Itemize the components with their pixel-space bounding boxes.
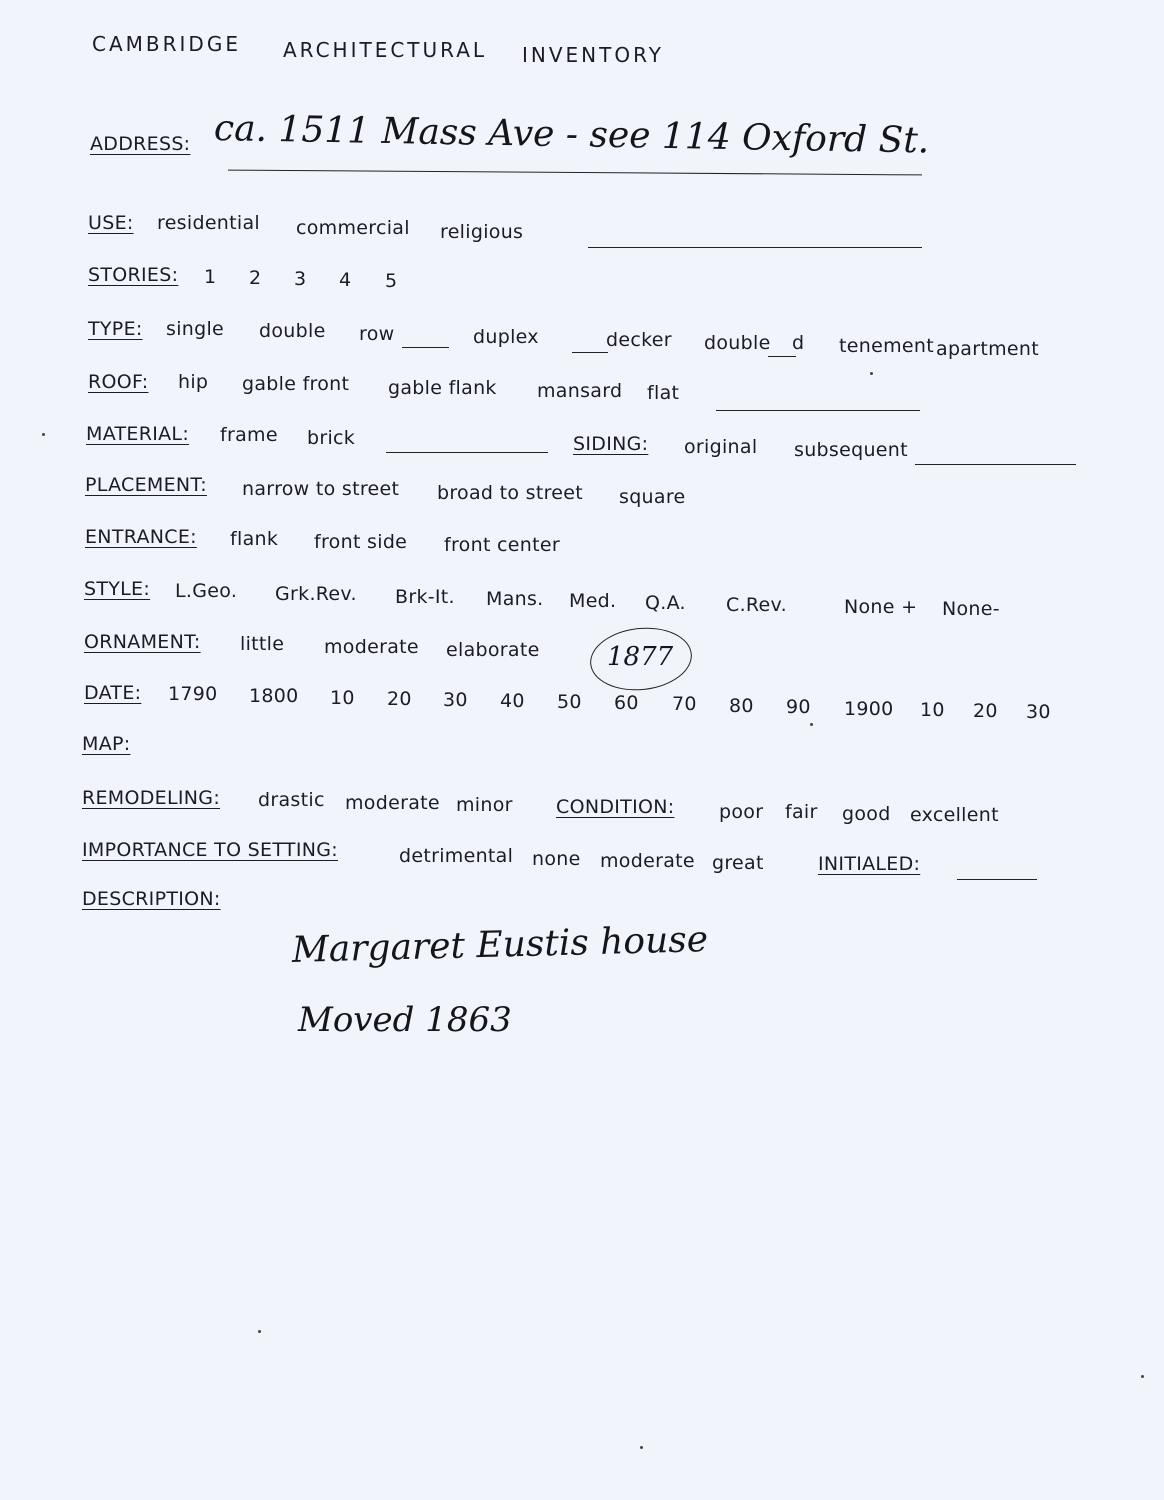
date-90: 90 [786,696,811,718]
siding-original: original [684,436,758,458]
material-label: MATERIAL: [86,423,190,445]
entrance-front-center: front center [444,534,560,556]
description-line-2: Moved 1863 [298,1000,512,1040]
use-other-line [588,247,922,248]
style-lgeo: L.Geo. [175,580,238,602]
date-20: 20 [387,688,412,710]
initialed-line [957,879,1037,880]
ornament-label: ORNAMENT: [84,631,201,653]
condition-fair: fair [785,801,818,823]
date-1910: 10 [920,699,945,721]
description-line-1: Margaret Eustis house [291,919,709,971]
type-row-line [402,347,449,348]
roof-hip: hip [178,371,209,393]
remodeling-moderate: moderate [345,792,440,814]
entrance-flank: flank [230,528,279,550]
date-label: DATE: [84,682,142,704]
ornament-elaborate: elaborate [446,639,540,661]
address-line [228,170,922,176]
placement-square: square [619,486,686,508]
stories-2: 2 [249,267,262,289]
type-decker-line [572,352,608,353]
address-label: ADDRESS: [90,133,191,155]
style-none-plus: None + [844,596,918,618]
ornament-moderate: moderate [324,636,419,658]
date-80: 80 [729,695,754,717]
type-label: TYPE: [88,318,143,340]
type-double-d: double [704,332,771,354]
date-50: 50 [557,691,582,713]
remodeling-minor: minor [456,794,513,816]
placement-narrow: narrow to street [242,478,400,500]
scan-speck [258,1330,261,1333]
entrance-front-side: front side [314,531,408,553]
use-religious: religious [440,221,524,243]
type-duplex: duplex [473,326,539,348]
scan-speck [42,433,45,436]
type-row: row [359,323,395,345]
type-decker: decker [606,329,672,351]
importance-detrimental: detrimental [399,845,514,867]
style-grkrev: Grk.Rev. [275,583,357,605]
material-other-line [386,452,548,453]
type-double-d-line [768,356,796,357]
remodeling-label: REMODELING: [82,787,221,809]
condition-poor: poor [719,801,764,823]
form-title-cambridge: CAMBRIDGE [92,32,241,56]
material-frame: frame [220,424,278,446]
scan-speck [1141,1375,1144,1378]
style-none-minus: None- [942,598,1000,620]
placement-broad: broad to street [437,482,584,504]
entrance-label: ENTRANCE: [85,526,197,548]
form-title-architectural: ARCHITECTURAL [283,38,488,62]
date-70: 70 [672,693,697,715]
initialed-label: INITIALED: [818,853,921,875]
roof-label: ROOF: [88,371,149,393]
stories-4: 4 [339,269,352,291]
date-handwritten: 1877 [607,642,674,672]
condition-label: CONDITION: [556,796,675,818]
placement-label: PLACEMENT: [85,474,207,496]
address-value: ca. 1511 Mass Ave - see 114 Oxford St. [213,108,930,162]
siding-other-line [915,464,1076,465]
material-brick: brick [307,427,356,449]
roof-other-line [716,410,920,411]
type-apartment: apartment [936,338,1039,360]
scan-speck [640,1446,643,1449]
use-label: USE: [88,212,134,234]
importance-great: great [712,852,764,874]
date-40: 40 [500,690,525,712]
date-60: 60 [614,692,639,714]
date-1920: 20 [973,700,998,722]
siding-label: SIDING: [573,433,649,455]
date-1790: 1790 [168,683,218,705]
style-label: STYLE: [84,578,151,600]
stories-5: 5 [385,270,398,292]
roof-mansard: mansard [537,380,623,402]
roof-gable-flank: gable flank [388,377,497,399]
style-brkit: Brk-It. [395,586,455,608]
siding-subsequent: subsequent [794,439,908,461]
scan-speck [870,372,873,375]
style-med: Med. [569,590,617,612]
style-crev: C.Rev. [726,594,787,616]
importance-label: IMPORTANCE TO SETTING: [82,839,338,861]
ornament-little: little [240,633,285,655]
form-title-inventory: INVENTORY [522,43,664,67]
date-30: 30 [443,689,468,711]
importance-none: none [532,848,581,870]
map-label: MAP: [82,733,131,755]
use-residential: residential [157,212,261,234]
type-tenement: tenement [839,335,934,357]
condition-good: good [842,803,891,825]
date-1930: 30 [1026,701,1051,723]
importance-moderate: moderate [600,850,695,872]
use-commercial: commercial [296,217,410,239]
type-double: double [259,320,326,342]
description-label: DESCRIPTION: [82,888,221,910]
scan-speck [810,723,813,726]
style-mans: Mans. [486,588,544,610]
remodeling-drastic: drastic [258,789,325,811]
stories-3: 3 [294,268,307,290]
roof-flat: flat [647,382,680,404]
style-qa: Q.A. [645,592,686,614]
type-d-suffix: d [792,332,805,354]
type-single: single [166,318,225,340]
condition-excellent: excellent [910,804,999,826]
stories-label: STORIES: [88,264,179,286]
stories-1: 1 [204,266,217,288]
date-10: 10 [330,687,355,709]
date-1800: 1800 [249,685,299,707]
date-1900: 1900 [844,698,894,720]
roof-gable-front: gable front [242,373,350,395]
